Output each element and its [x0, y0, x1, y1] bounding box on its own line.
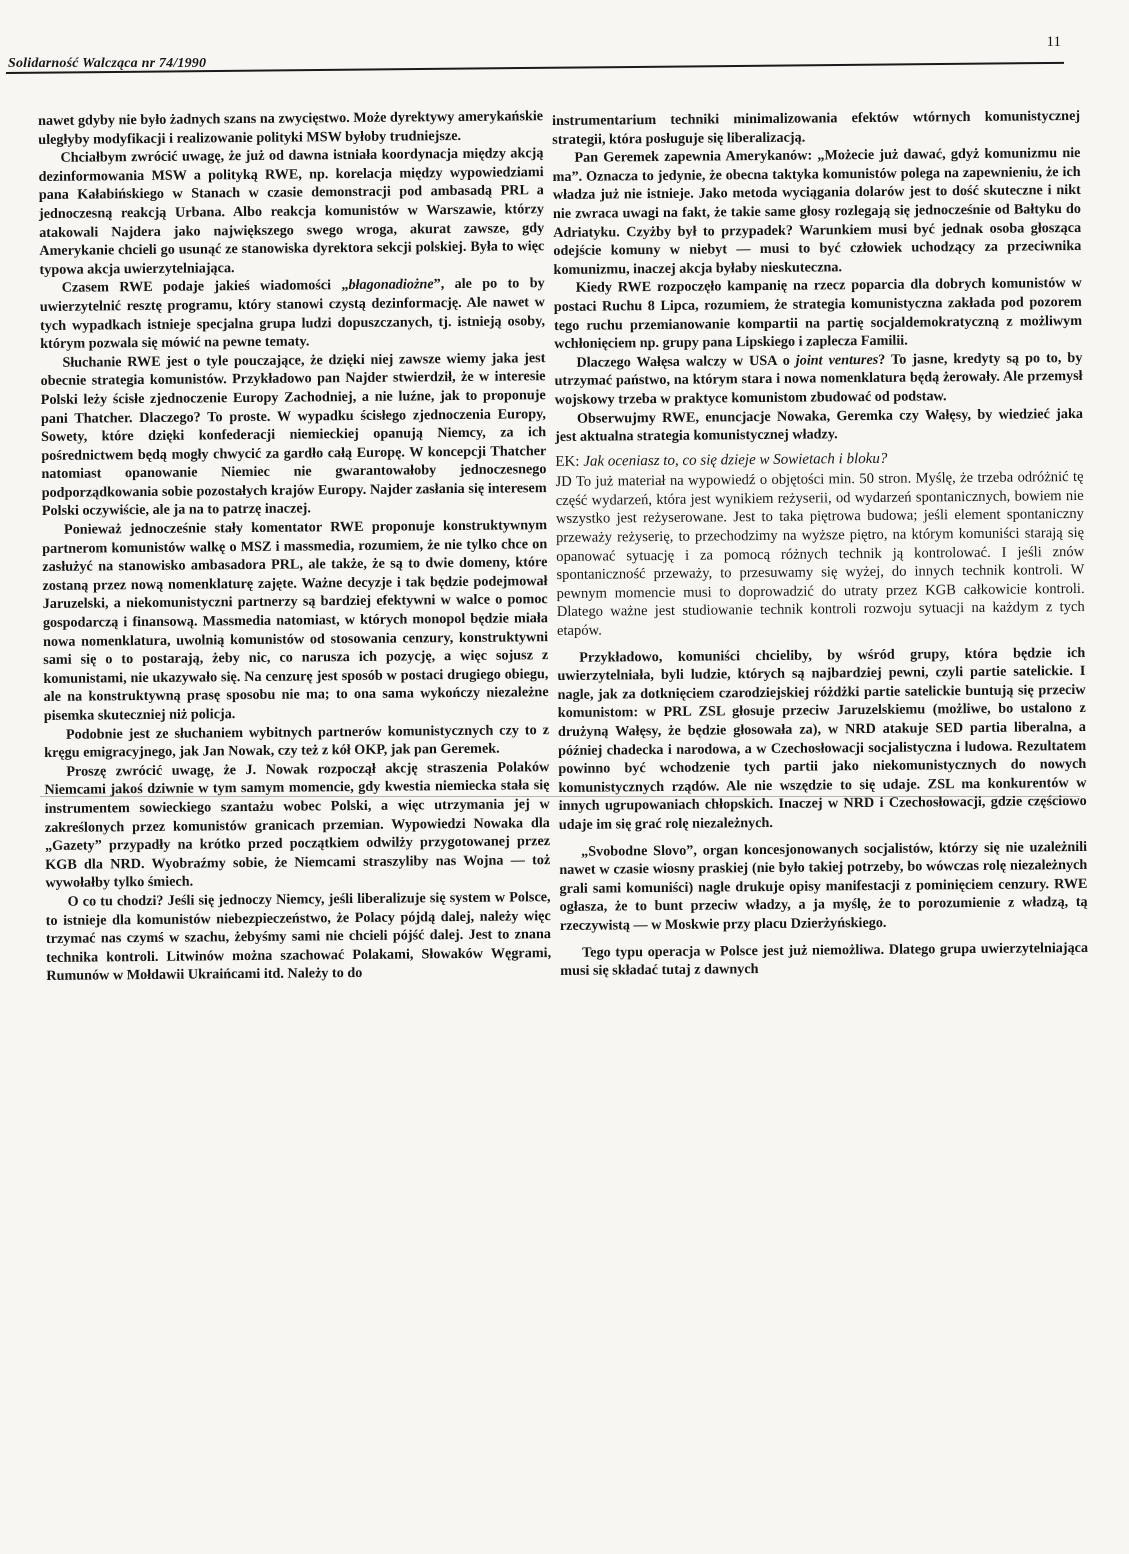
page-number: 11 — [1046, 34, 1061, 50]
left-paragraph-1: nawet gdyby nie było żadnych szans na zwycięstwo. Może dyrektywy amerykańskie uległyby modyfikacji i realizowanie polityki MSW byłoby trudniejsze. — [38, 108, 544, 148]
scan-fold-line — [40, 796, 1080, 797]
right-paragraph-1: instrumentarium techniki minimalizowania efektów wtórnych komunistycznej strategii, która posługuje się liberalizacją. — [552, 107, 1081, 148]
left-paragraph-4: Słuchanie RWE jest o tyle pouczające, że dzięki niej zawsze wiemy jaka jest obecnie strategia komunistów. Przykładowo pan Najder stwierdził, że w interesie Polski leży ścisłe zjednoczenie Europy Zachodniej, a nie luźne, jak to proponuje pani Thatcher. Dlaczego? To proste. W wypadku ścisłego zjednoczenia Europy, Sowety, które dzięki konfederacji niemieckiej opanują Niemcy, za ich pośrednictwem będą mogły chwycić za gardło całą Europę. W koncepcji Thatcher natomiast opanowanie Niemiec nie gwarantowałoby jednoczesnego podporządkowania sobie pozostałych krajów Europy. Najder zasłania się interesem Polski oczywiście, ale ja na to patrzę inaczej. — [40, 349, 547, 520]
left-paragraph-3-start: Czasem RWE podaje jakieś wiadomości „ — [61, 277, 349, 297]
right-paragraph-5: Obserwujmy RWE, enuncjacje Nowaka, Geremka czy Wałęsy, by wiedzieć jaka jest aktualna strategia komunistycznej władzy. — [555, 405, 1083, 446]
answer-text: To już materiał na wypowiedź o objętości min. 50 stron. Myślę, że trzeba odróżnić tę część wydarzeń, która jest wynikiem reżyserii, od wydarzeń spontanicznych, bowiem nie wszystko jest reżyserowane. Jest to taka piętrowa budowa; jeśli element spontaniczny przeważy reżyserię, to przechodzimy na wyższe piętro, na którym komuniści starają się opanować sytuację i za pomocą różnych technik ją kontrolować. I jeśli znów spontaniczność przeważy, to przesuwamy się wyżej, do innych technik kontroli. W pewnym momencie musi to doprowadzić do utraty przez KGB całkowicie kontroli. Dlatego ważne jest studiowanie technik kontroli rozwoju sytuacji na każdym z tych etapów. — [555, 469, 1085, 640]
left-paragraph-3-end: ”, ale po to by uwierzytelnić resztę programu, który stanowi czystą dezinformację. Ale nawet w tych wypadkach istnieje specjalna grupa ludzi dopuszczanych, tj. istnieją osoby, którym pozwala się mówić na pewne tematy. — [39, 275, 546, 353]
interview-answer — [555, 468, 1085, 640]
left-paragraph-7: Proszę zwrócić uwagę, że J. Nowak rozpoczął akcję straszenia Polaków Niemcami jakoś dziwnie w tym samym momencie, gdy kwestia niemiecka stała się instrumentem sowieckiego szantażu wobec Polski, a więc utrzymania jej w zakreślonych przez komunistów granicach przemian. Wypowiedzi Nowaka dla „Gazety” przypadły na krótko przed początkiem odwilży przygotowanej przez KGB dla NRD. Wyobraźmy sobie, że Niemcami straszyliby nas Wojna — toż wywołałby tylko śmiech. — [44, 758, 551, 892]
left-paragraph-2: Chciałbym zwrócić uwagę, że już od dawna istniała koordynacja między akcją dezinformowania MSW a polityką RWE, np. korelacja między wypowiedziami pana Kałabińskiego w Stanach w czasie demonstracji pod ambasadą PRL a jednoczesną reakcją Urbana. Albo reakcja komunistów w Warszawie, którzy atakowali Najdera jako największego swego wroga, akurat zawsze, gdy Amerykanie chcieli go usunąć ze stanowiska dyrektora sekcji polskiej. Była to więc typowa akcja uwierzytelniająca. — [38, 145, 545, 278]
right-column — [552, 107, 1088, 981]
left-column — [38, 107, 551, 986]
right-paragraph-6: Przykładowo, komuniści chcieliby, by wśród grupy, która będzie ich uwierzytelniała, byli ludzie, których są najbardziej pewni, czyli partie satelickie. I nagle, jak za dotknięciem czarodziejskiej różdżki partie satelickie buntują się przeciw komunistom: w PRL ZSL głosuje przeciw Jaruzelskiemu (możliwe, bo ustalono z drużyną Wałęsy, że będzie głosowała za), w NRD atakuje SED partia liberalna, a później chadecka i narodowa, a w Czechosłowacji socjalistyczna i ludowa. Rezultatem powinno być wchodzenie tych partii jako niekomunistycznych do nowych komunistycznych rządów. Ale nie wszędzie to się udaje. ZSL ma konkurentów w innych ugrupowaniach chłopskich. Inaczej w NRD i Czechosłowacji, gdzie częściowo udaje im się grać rolę niezależnych. — [557, 644, 1087, 833]
right-paragraph-4-start: Dlaczego Wałęsa walczy w USA o — [576, 352, 796, 371]
right-paragraph-4-end: ? To jasne, kredyty są po to, by utrzymać państwo, na którym stara i nowa nomenklatura będą żerowały. Ale przemysł wojskowy trzeba w praktyce komunistom zbudować od podstaw. — [554, 349, 1083, 408]
left-paragraph-3-emphasis: błagonadiożne — [348, 276, 434, 294]
right-paragraph-2: Pan Geremek zapewnia Amerykanów: „Możecie już dawać, gdyż komunizmu nie ma”. Oznacza to jedynie, że obecna taktyka komunistów polega na zapewnieniu, że ich władza już nie istnieje. Jako metoda wyciągania dolarów jest to dość skuteczne i nikt nie zwraca uwagi na fakt, że takie same głosy rozlegają się jednocześnie od Bałtyku do Adriatyku. Czyżby był to przypadek? Warunkiem musi być jednak osoba głosząca odejście komuny w niebyt — musi to być człowiek uchodzący za przeciwnika komunizmu, inaczej akcja byłaby nieskuteczna. — [552, 145, 1082, 278]
question-text: Jak oceniasz to, co się dzieje w Sowietach i bloku? — [583, 450, 888, 470]
interview-question — [555, 448, 1083, 472]
question-speaker: EK: — [555, 453, 580, 470]
left-paragraph-6: Podobnie jest ze słuchaniem wybitnych partnerów komunistycznych czy to z kręgu emigracyjnego, jak Jan Nowak, czy też z kół OKP, jak pan Geremek. — [44, 721, 550, 762]
right-paragraph-3: Kiedy RWE rozpoczęło kampanię na rzecz poparcia dla dobrych komunistów w postaci Ruchu 8 Lipca, rozumiem, że strategia komunistyczna zakłada pod pozorem tego ruchu przemianowanie kompartii na partię socjaldemokratyczną z możliwym wchłonięciem np. grupy pana Lipskiego i zaplecza Familii. — [553, 275, 1083, 353]
right-paragraph-7: „Svobodne Slovo”, organ koncesjonowanych socjalistów, którzy się nie uzależnili nawet w czasie wiosny praskiej (nie było takiej potrzeby, bo wówczas rolę niezależnych grali sami komuniści) nagle drukuje opisy manifestacji z pominięciem cenzury. RWE ogłasza, że to bunt przeciw władzy, a ja myślę, że to porozumienie z władzą, tą rzeczywistą — w Moskwie przy placu Dzierżyńskiego. — [559, 838, 1088, 934]
right-paragraph-4 — [554, 349, 1083, 410]
left-paragraph-3 — [40, 274, 546, 353]
answer-speaker: JD — [555, 474, 572, 491]
right-paragraph-4-emphasis: joint ventures — [795, 351, 879, 369]
left-paragraph-5: Ponieważ jednocześnie stały komentator RWE proponuje konstruktywnym partnerom komunistów walkę o MSZ i massmedia, rozumiem, że nie tylko chce on zasłużyć na stanowisko ambasadora PRL, ale także, że są to dwie domeny, które zostaną przez nową nomenklaturę zajęte. Ważne decyzje i tak będzie podejmował Jaruzelski, a niekomunistyczni partnerzy są bardziej efektywni w walce o pomoc gospodarczą i finansową. Massmedia natomiast, w których monopol będzie miała nowa nomenklatura, uwolnią komunistów od stosowania cenzury, konstruktywni sami się o to postarają, żeby nic, co narusza ich pozycję, a więc sojusz z komunistami, nie ukazywało się. Na cenzurę jest sposób w postaci drugiego obiegu, ale na konstruktywną prasę sposobu nie ma; to ona sama wykończy niezależne pisemka skuteczniej niż policja. — [42, 517, 549, 724]
right-paragraph-8: Tego typu operacja w Polsce jest już niemożliwa. Dlatego grupa uwierzytelniająca musi się składać tutaj z dawnych — [560, 939, 1089, 980]
left-paragraph-8: O co tu chodzi? Jeśli się jednoczy Niemcy, jeśli liberalizuje się system w Polsce, to istnieje dla komunistów niebezpieczeństwo, że Polacy pójdą dalej, należy więc trzymać nas czymś w szachu, żebyśmy sami nie chcieli pójść dalej. Jest to znana technika kontroli. Litwinów można szachować Polakami, Słowaków Węgrami, Rumunów w Mołdawii Ukraińcami itd. Należy to do — [45, 889, 552, 985]
running-head: Solidarność Walcząca nr 74/1990 — [8, 56, 207, 71]
